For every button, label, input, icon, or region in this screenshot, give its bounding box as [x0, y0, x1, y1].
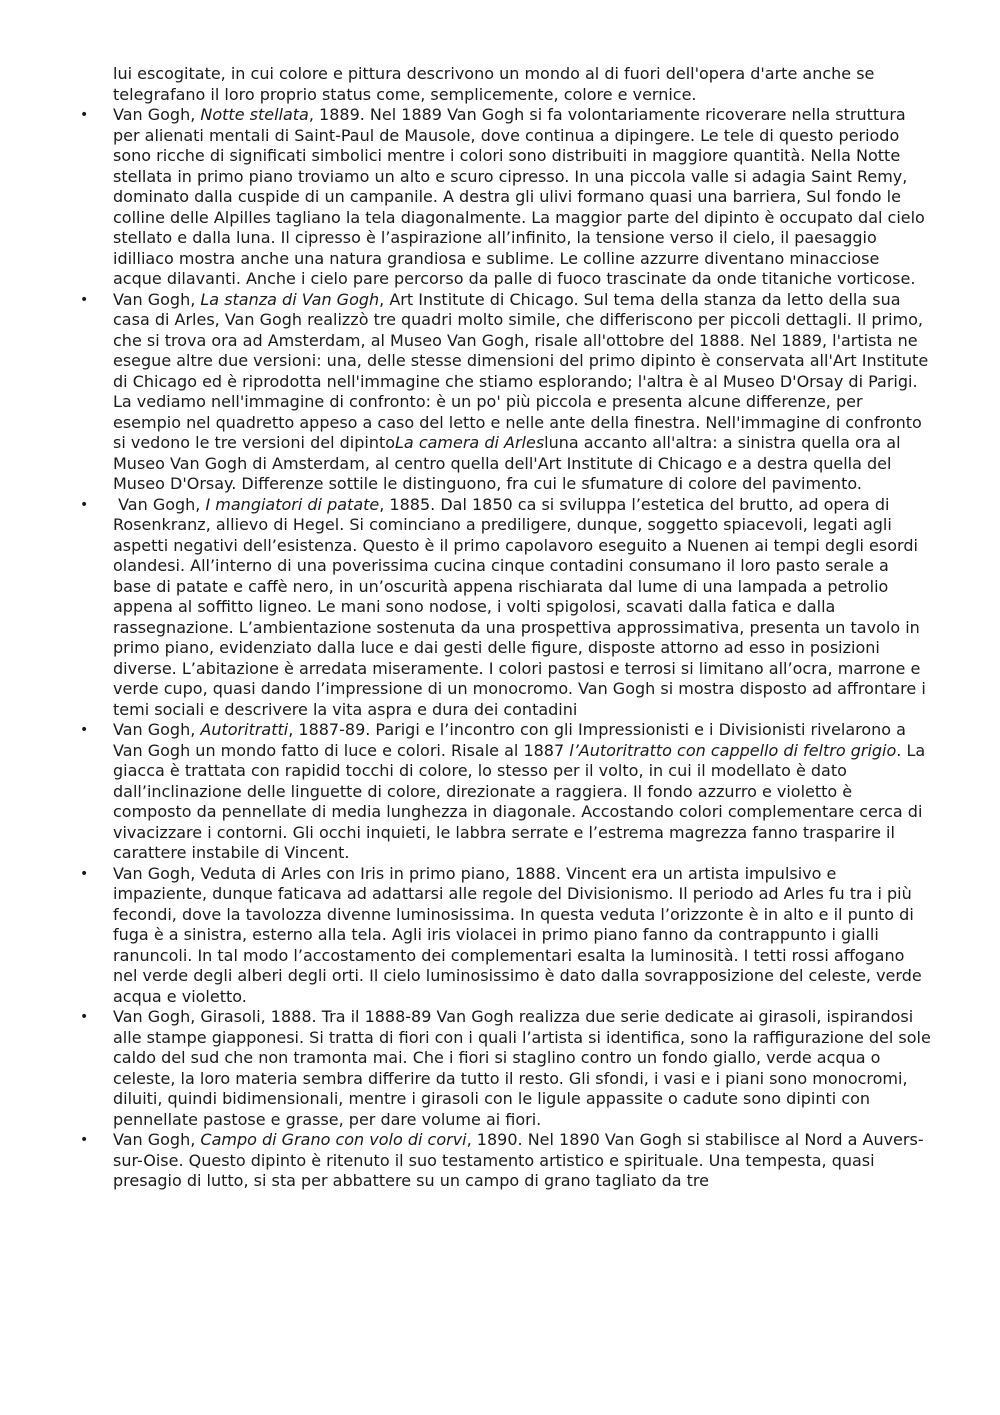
bullet-icon: •	[80, 722, 89, 738]
list-item-autoritratti	[0, 720, 931, 864]
item-title: I mangiatori di patate	[205, 494, 380, 514]
item-title: Autoritratti	[200, 720, 289, 739]
list-item-stanza	[0, 290, 931, 495]
list-item-mangiatori	[0, 495, 931, 721]
item-author: Van Gogh,	[113, 289, 201, 309]
item-title-secondary: La camera di Arles	[395, 433, 545, 452]
item-author: Van Gogh,	[113, 863, 201, 883]
item-author: Van Gogh,	[113, 494, 206, 514]
list-item-notte-stellata	[0, 105, 931, 290]
bullet-icon: •	[80, 1009, 89, 1025]
item-text: , 1890. Nel 1890 Van Gogh si stabilisce al Nord a Auvers-sur-Oise. Questo dipinto è ritenuto il suo testamento artistico e spirituale. Una tempesta, quasi presagio di lutto, si sta per abbattere su un campo di grano tagliato da tre	[113, 1130, 924, 1190]
item-title: Campo di Grano con volo di corvi	[200, 1130, 467, 1149]
item-text: , 1887-89. Parigi e l’incontro con gli Impressionisti e i Divisionisti rivelarono a Van Gogh un mondo fatto di luce e colori. Risale al 1887	[113, 720, 906, 760]
bullet-icon: •	[80, 291, 89, 308]
list-item-girasoli	[0, 1007, 931, 1130]
item-author: Van Gogh,	[113, 1130, 201, 1149]
item-author: Van Gogh,	[113, 1007, 201, 1026]
item-author: Van Gogh,	[113, 105, 201, 124]
bullet-icon: •	[80, 496, 89, 513]
intro-paragraph: lui escogitate, in cui colore e pittura descrivono un mondo al di fuori dell'opera d'arte anche se telegrafano il loro proprio status come, semplicemente, colore e vernice.	[113, 64, 875, 104]
item-title-secondary: l’Autoritratto con cappello di feltro grigio	[569, 740, 897, 760]
item-text-secondary: luna accanto all'altra: a sinistra quella ora al Museo Van Gogh di Amsterdam, al centro quella dell'Art Institute di Chicago e a destra quella del Museo D'Orsay. Differenze sottile le distinguono, fra cui le sfumature di colore del pavimento.	[113, 433, 901, 493]
bullet-icon: •	[80, 865, 89, 882]
bullet-icon: •	[80, 107, 89, 123]
item-text-secondary: . La giacca è trattata con rapidid tocchi di colore, lo stesso per il volto, in cui il modellato è dato dall’inclinazione delle linguette di colore, direzionate a raggiera. Il fondo azzurro e violetto è composto da pennellate di media lunghezza in diagonale. Accostando colori complementare cerca di vivacizzare i contorni. Gli occhi inquieti, le labbra serrate e l’estrema magrezza fanno trasparire il carattere instabile di Vincent.	[113, 740, 926, 862]
item-author: Van Gogh,	[113, 720, 201, 739]
item-text: Veduta di Arles con Iris in primo piano, 1888. Vincent era un artista impulsivo e impaziente, dunque faticava ad adattarsi alle regole del Divisionismo. Il periodo ad Arles fu tra i più fecondi, dove la tavolozza divenne luminosissima. In questa veduta l’orizzonte è in alto e il punto di fuga è a sinistra, esterno alla tela. Agli iris violacei in primo piano fanno da contrappunto i gialli ranuncoli. In tal modo l’accostamento dei complementari esalta la luminosità. I tetti rossi affogano nel verde degli alberi degli orti. Il cielo luminosissimo è dato dalla sovrapposizione del celeste, verde acqua e violetto.	[113, 863, 922, 1006]
item-text: , 1889. Nel 1889 Van Gogh si fa volontariamente ricoverare nella struttura per alienati mentali di Saint-Paul de Mausole, dove continua a dipingere. Le tele di questo periodo sono ricche di significati simbolici mentre i colori sono distribuiti in maggiore quantità. Nella Notte stellata in primo piano troviamo un alto e scuro cipresso. In una piccola valle si adagia Saint Remy, dominato dalla cuspide di un campanile. A destra gli ulivi formano quasi una barriera, Sul fondo le colline delle Alpilles tagliano la tela diagonalmente. La maggior parte del dipinto è occupato dal cielo stellato e dalla luna. Il cipresso è l’aspirazione all’infinito, la tensione verso il cielo, il paesaggio idilliaco mostra anche una natura grandiosa e sublime. Le colline azzurre diventano minacciose acque dilavanti. Anche i cielo pare percorso da palle di fuoco trascinate da onde titaniche vorticose.	[113, 105, 925, 288]
bullet-icon: •	[80, 1132, 89, 1148]
list-item-veduta-arles	[0, 864, 931, 1008]
item-text: , 1885. Dal 1850 ca si sviluppa l’estetica del brutto, ad opera di Rosenkranz, allievo di Hegel. Si cominciano a prediligere, dunque, soggetto spiacevoli, legati agli aspetti negativi dell’esistenza. Questo è il primo capolavoro eseguito a Nuenen ai tempi degli esordi olandesi. All’interno di una poverissima cucina cinque contadini consumano il loro pasto serale a base di patate e caffè nero, in un’oscurità appena rischiarata dal lume di una lampada a petrolio appena al soffitto ligneo. Le mani sono nodose, i volti spigolosi, scavati dalla fatica e dalla rassegnazione. L’ambientazione sostenuta da una prospettiva approssimativa, presenta un tavolo in primo piano, evidenziato dalla luce e dai gesti delle figure, disposte attorno ad esso in posizioni diverse. L’abitazione è arredata miseramente. I colori pastosi e terrosi si limitano all’ocra, marrone e verde cupo, quasi dando l’impressione di un monocromo. Van Gogh si mostra disposto ad affrontare i temi sociali e descrivere la vita aspra e dura dei contadini	[113, 494, 926, 719]
item-text: , Art Institute di Chicago. Sul tema della stanza da letto della sua casa di Arles, Van Gogh realizzò tre quadri molto simile, che differiscono per piccoli dettagli. Il primo, che si trova ora ad Amsterdam, al Museo Van Gogh, risale all'ottobre del 1888. Nel 1889, l'artista ne esegue altre due versioni: una, delle stesse dimensioni del primo dipinto è conservata all'Art Institute di Chicago ed è riprodotta nell'immagine che stiamo esplorando; l'altra è al Museo D'Orsay di Parigi. La vediamo nell'immagine di confronto: è un po' più piccola e presenta alcune differenze, per esempio nel quadretto appeso a caso del letto e nelle ante della finestra. Nell'immagine di confronto si vedono le tre versioni del dipinto	[113, 289, 929, 452]
item-text: Girasoli, 1888. Tra il 1888-89 Van Gogh realizza due serie dedicate ai girasoli, ispirandosi alle stampe giapponesi. Si tratta di fiori con i quali l’artista si identifica, sono la raffigurazione del sole caldo del sud che non tramonta mai. Che i fiori si staglino contro un fondo giallo, verde acqua o celeste, la loro materia sembra differire da tutto il resto. Gli sfondi, i vasi e i piani sono monocromi, diluiti, quindi bidimensionali, mentre i girasoli con le ligule appassite o cadute sono dipinti con pennellate pastose e grasse, per dare volume ai fiori.	[113, 1007, 931, 1129]
list-item-campo-grano	[0, 1130, 931, 1192]
item-title: La stanza di Van Gogh	[200, 289, 380, 309]
painting-list	[0, 105, 1000, 1192]
item-title: Notte stellata	[200, 105, 309, 124]
